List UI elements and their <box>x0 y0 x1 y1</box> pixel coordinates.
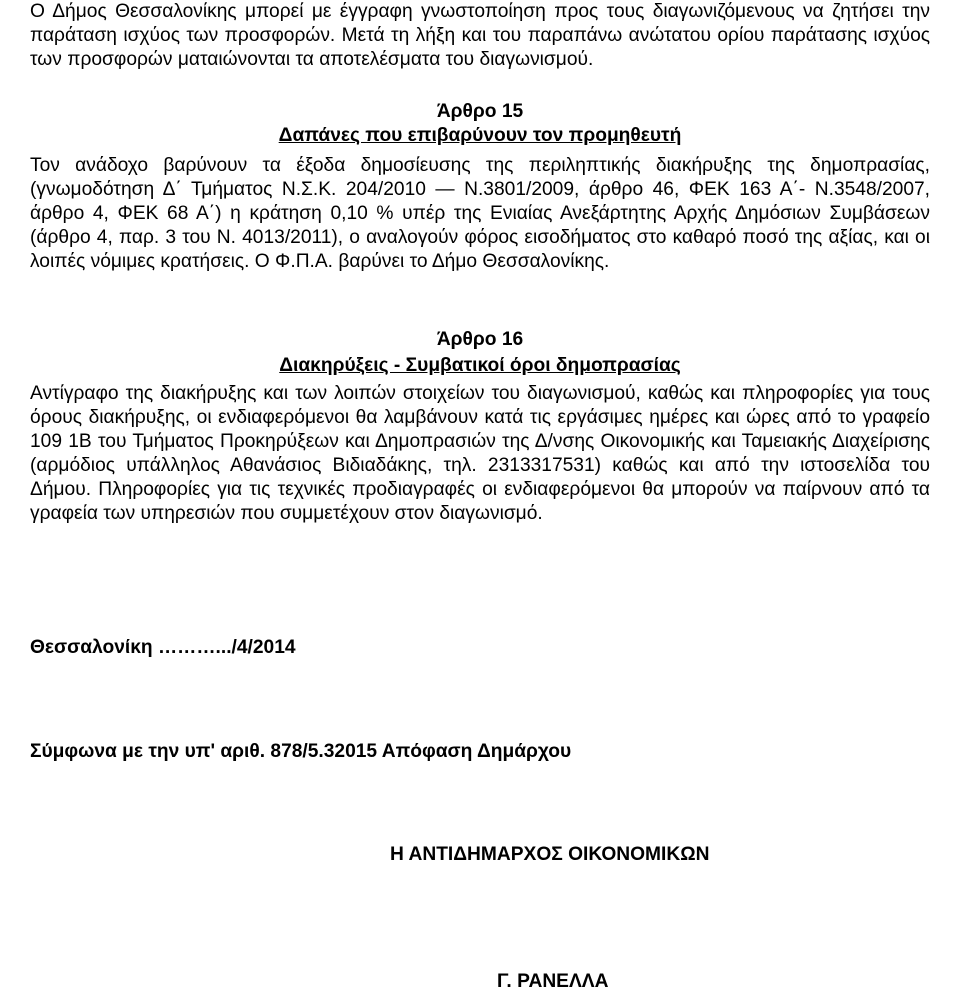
signatory-title: Η ΑΝΤΙΔΗΜΑΡΧΟΣ ΟΙΚΟΝΟΜΙΚΩΝ <box>390 844 710 865</box>
article-16-number: Άρθρο 16 <box>436 329 524 350</box>
article-15-number: Άρθρο 15 <box>436 101 524 122</box>
place-date: Θεσσαλονίκη ……….../4/2014 <box>30 637 296 658</box>
article-16-heading: Διακηρύξεις - Συμβατικοί όροι δημοπρασίας <box>279 355 681 376</box>
signatory-name: Γ. ΡΑΝΕΛΛΑ <box>497 971 609 992</box>
decision-reference: Σύμφωνα με την υπ' αριθ. 878/5.32015 Απόφαση Δημάρχου <box>30 741 572 762</box>
article-16-body: Αντίγραφο της διακήρυξης και των λοιπών στοιχείων του διαγωνισμού, καθώς και πληροφορίες για τους όρους διακήρυξης, οι ενδιαφερόμενοι θα λαμβάνουν κατά τις εργάσιμες ημέρες και ώρες από το γραφείο 109 1Β του Τμήματος Προκηρύξεων και Δημοπρασιών της Δ/νσης Οικονομικής και Ταμειακής Διαχείρισης (αρμόδιος υπάλληλος Αθανάσιος Βιδιαδάκης, τηλ. 2313317531) καθώς και από την ιστοσελίδα του Δήμου. Πληροφορίες για τις τεχνικές προδιαγραφές οι ενδιαφερόμενοι θα μπορούν να παίρνουν από τα γραφεία των υπηρεσιών που συμμετέχουν στον διαγωνισμό. <box>30 383 930 524</box>
article-15-heading: Δαπάνες που επιβαρύνουν τον προμηθευτή <box>278 125 682 146</box>
article-15-body: Τον ανάδοχο βαρύνουν τα έξοδα δημοσίευσης της περιληπτικής διακήρυξης της δημοπρασίας, (γνωμοδότηση Δ΄ Τμήματος Ν.Σ.Κ. 204/2010 — Ν.3801/2009, άρθρο 46, ΦΕΚ 163 Α΄- Ν.3548/2007, άρθρο 4, ΦΕΚ 68 Α΄) η κράτηση 0,10 % υπέρ της Ενιαίας Ανεξάρτητης Αρχής Δημόσιων Συμβάσεων (άρθρο 4, παρ. 3 του Ν. 4013/2011), ο αναλογούν φόρος εισοδήματος στο καθαρό ποσό της αξίας, και οι λοιπές νόμιμες κρατήσεις. Ο Φ.Π.Α. βαρύνει το Δήμο Θεσσαλονίκης. <box>30 155 930 272</box>
intro-paragraph: Ο Δήμος Θεσσαλονίκης μπορεί με έγγραφη γνωστοποίηση προς τους διαγωνιζόμενους να ζητήσει την παράταση ισχύος των προσφορών. Μετά τη λήξη και του παραπάνω ανώτατου ορίου παράτασης ισχύος των προσφορών ματαιώνονται τα αποτελέσματα του διαγωνισμού. <box>30 1 930 70</box>
